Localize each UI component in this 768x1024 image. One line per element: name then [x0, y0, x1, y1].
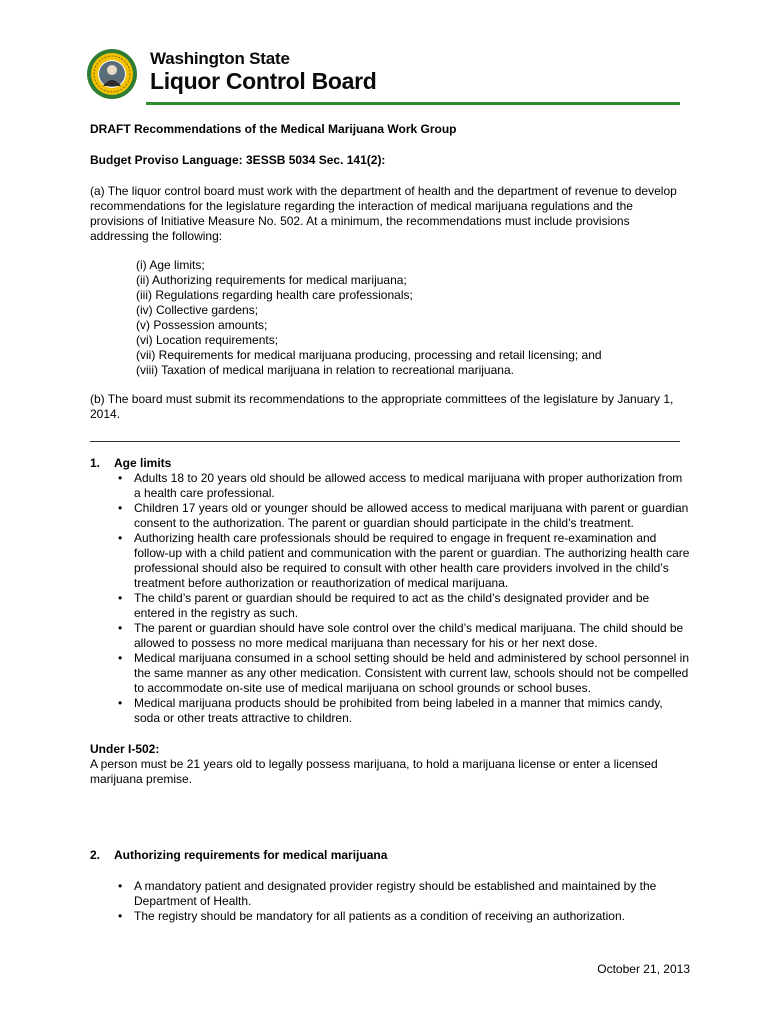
list-item: [90, 621, 690, 651]
list-item: [90, 531, 690, 591]
bullet-text: Authorizing health care professionals should be required to engage in frequent re-examination and follow-up with a child patient and communication with the parent or guardian. The authorizing health care professional should also be required to consult with other health care providers involved in the child’s treatment before authorization or reauthorization of medical marijuana.: [134, 531, 690, 590]
bullet-icon: •: [118, 879, 123, 893]
under-i502-heading: Under I-502:: [90, 742, 160, 756]
bullet-icon: •: [118, 501, 123, 515]
list-item: [90, 909, 690, 924]
proviso-heading: Budget Proviso Language: 3ESSB 5034 Sec. 141(2):: [90, 153, 386, 167]
list-item: (v) Possession amounts;: [136, 318, 268, 332]
list-item: (vi) Location requirements;: [136, 333, 279, 347]
provision-list: [90, 258, 690, 378]
list-item: [90, 471, 690, 501]
section-number: 2.: [90, 848, 101, 862]
paragraph-b: (b) The board must submit its recommendations to the appropriate committees of the legislature by January 1, 2014.: [90, 392, 674, 421]
list-item: [90, 591, 690, 621]
list-item: (ii) Authorizing requirements for medical marijuana;: [136, 273, 407, 287]
bullet-icon: •: [118, 696, 123, 710]
bullet-list: [90, 879, 690, 924]
bullet-text: A mandatory patient and designated provider registry should be established and maintained by the Department of Health.: [134, 879, 657, 908]
org-name-line1: Washington State: [150, 49, 290, 68]
bullet-text: The registry should be mandatory for all patients as a condition of receiving an authorization.: [134, 909, 625, 923]
bullet-icon: •: [118, 909, 123, 923]
list-item: [90, 879, 690, 909]
section-authorizing-requirements: [90, 848, 690, 924]
section-title: Authorizing requirements for medical marijuana: [114, 848, 388, 862]
footer-date: October 21, 2013: [597, 962, 690, 976]
org-name: [150, 50, 377, 94]
list-item: (i) Age limits;: [136, 258, 205, 272]
letterhead: [86, 48, 680, 106]
org-name-line2: Liquor Control Board: [150, 68, 377, 94]
bullet-text: The child’s parent or guardian should be required to act as the child’s designated provider and be entered in the registry as such.: [134, 591, 650, 620]
section-heading: [90, 456, 690, 471]
bullet-text: Adults 18 to 20 years old should be allowed access to medical marijuana with proper authorization from a health care professional.: [134, 471, 683, 500]
header-rule: [146, 102, 680, 105]
bullet-icon: •: [118, 621, 123, 635]
document-title: DRAFT Recommendations of the Medical Marijuana Work Group: [90, 122, 457, 136]
list-item: [90, 651, 690, 696]
section-heading: [90, 848, 690, 863]
bullet-icon: •: [118, 651, 123, 665]
section-number: 1.: [90, 456, 101, 470]
bullet-text: The parent or guardian should have sole control over the child’s medical marijuana. The child should be allowed to possess no more medical marijuana than necessary for his or her next dose.: [134, 621, 684, 650]
bullet-text: Medical marijuana consumed in a school setting should be held and administered by school personnel in the same manner as any other medication. Consistent with current law, schools should not be compelled to accommodate on-site use of medical marijuana on school grounds or school buses.: [134, 651, 689, 695]
bullet-list: [90, 471, 690, 726]
list-item: (iv) Collective gardens;: [136, 303, 259, 317]
section-title: Age limits: [114, 456, 172, 470]
bullet-text: Medical marijuana products should be prohibited from being labeled in a manner that mimics candy, soda or other treats attractive to children.: [134, 696, 663, 725]
under-i502-text: A person must be 21 years old to legally possess marijuana, to hold a marijuana license or enter a licensed marijuana premise.: [90, 757, 658, 786]
list-item: (viii) Taxation of medical marijuana in relation to recreational marijuana.: [136, 363, 514, 377]
list-item: (iii) Regulations regarding health care professionals;: [136, 288, 413, 302]
section-age-limits: [90, 456, 690, 787]
bullet-text: Children 17 years old or younger should be allowed access to medical marijuana with parent or guardian consent to the authorization. The parent or guardian should participate in the child’s treatment.: [134, 501, 689, 530]
list-item: [90, 501, 690, 531]
bullet-icon: •: [118, 471, 123, 485]
list-item: (vii) Requirements for medical marijuana producing, processing and retail licensing; and: [136, 348, 602, 362]
bullet-icon: •: [118, 531, 123, 545]
paragraph-a: (a) The liquor control board must work with the department of health and the department of revenue to develop recommendations for the legislature regarding the interaction of medical marijuana regulations and the provisions of Initiative Measure No. 502. At a minimum, the recommendations must include provisions addressing the following:: [90, 184, 677, 243]
section-divider: [90, 441, 680, 442]
bullet-icon: •: [118, 591, 123, 605]
state-seal-icon: [86, 48, 138, 100]
list-item: [90, 696, 690, 726]
intro-block: [90, 122, 690, 422]
